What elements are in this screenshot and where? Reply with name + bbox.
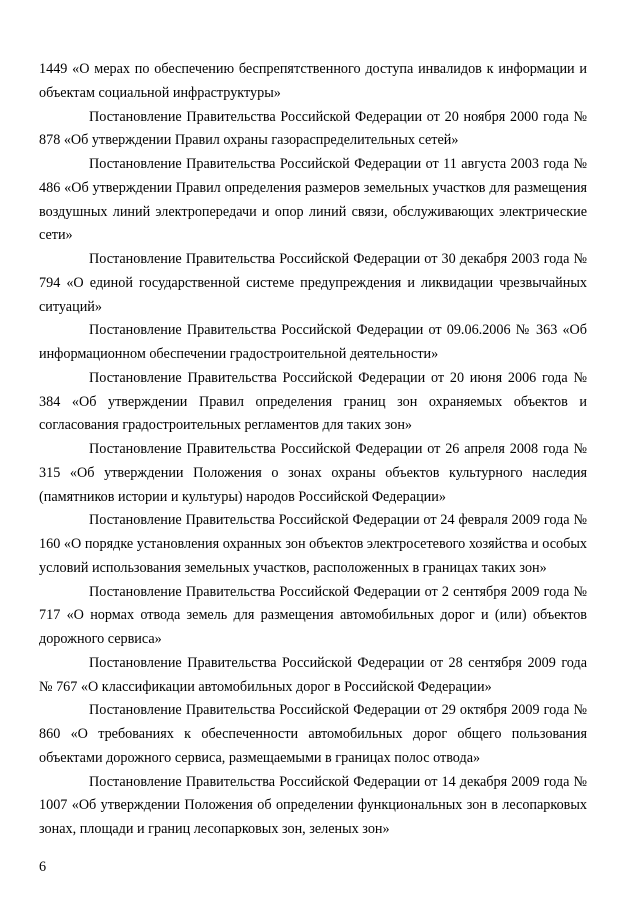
paragraph-decree-160: Постановление Правительства Российской Федерации от 24 февраля 2009 года № 160 «О порядке установления охранных зон объектов электросетевого хозяйства и особых условий использования земельных участков, расположенных в границах таких зон» bbox=[39, 512, 587, 576]
paragraph-decree-315: Постановление Правительства Российской Федерации от 26 апреля 2008 года № 315 «Об утверждении Положения о зонах охраны объектов культурного наследия (памятников истории и культуры) народов Российской Федерации» bbox=[39, 441, 587, 505]
paragraph-decree-794: Постановление Правительства Российской Федерации от 30 декабря 2003 года № 794 «О единой государственной системе предупреждения и ликвидации чрезвычайных ситуаций» bbox=[39, 251, 587, 315]
paragraph-decree-1007: Постановление Правительства Российской Федерации от 14 декабря 2009 года № 1007 «Об утверждении Положения об определении функциональных зон в лесопарковых зонах, площади и границ лесопарковых зон, зеленых зон» bbox=[39, 773, 587, 837]
paragraph-decree-486: Постановление Правительства Российской Федерации от 11 августа 2003 года № 486 «Об утверждении Правил определения размеров земельных участков для размещения воздушных линий электропередачи и опор линий связи, обслуживающих электрические сети» bbox=[39, 156, 587, 244]
paragraph-decree-860: Постановление Правительства Российской Федерации от 29 октября 2009 года № 860 «О требованиях к обеспеченности автомобильных дорог общего пользования объектами дорожного сервиса, размещаемыми в границах полос отвода» bbox=[39, 702, 587, 766]
document-body bbox=[39, 58, 587, 842]
paragraph-decree-767: Постановление Правительства Российской Федерации от 28 сентября 2009 года № 767 «О классификации автомобильных дорог в Российской Федерации» bbox=[39, 654, 587, 695]
paragraph-decree-384: Постановление Правительства Российской Федерации от 20 июня 2006 года № 384 «Об утверждении Правил определения границ зон охраняемых объектов и согласования градостроительных регламентов для таких зон» bbox=[39, 369, 587, 434]
page-number: 6 bbox=[39, 859, 47, 875]
paragraph-continuation: 1449 «О мерах по обеспечению беспрепятственного доступа инвалидов к информации и объектам социальной инфраструктуры» bbox=[39, 61, 587, 101]
paragraph-decree-878: Постановление Правительства Российской Федерации от 20 ноября 2000 года № 878 «Об утверждении Правил охраны газораспределительных сетей» bbox=[39, 108, 587, 149]
paragraph-decree-717: Постановление Правительства Российской Федерации от 2 сентября 2009 года № 717 «О нормах отвода земель для размещения автомобильных дорог и (или) объектов дорожного сервиса» bbox=[39, 583, 587, 647]
paragraph-decree-363: Постановление Правительства Российской Федерации от 09.06.2006 № 363 «Об информационном обеспечении градостроительной деятельности» bbox=[39, 322, 587, 362]
